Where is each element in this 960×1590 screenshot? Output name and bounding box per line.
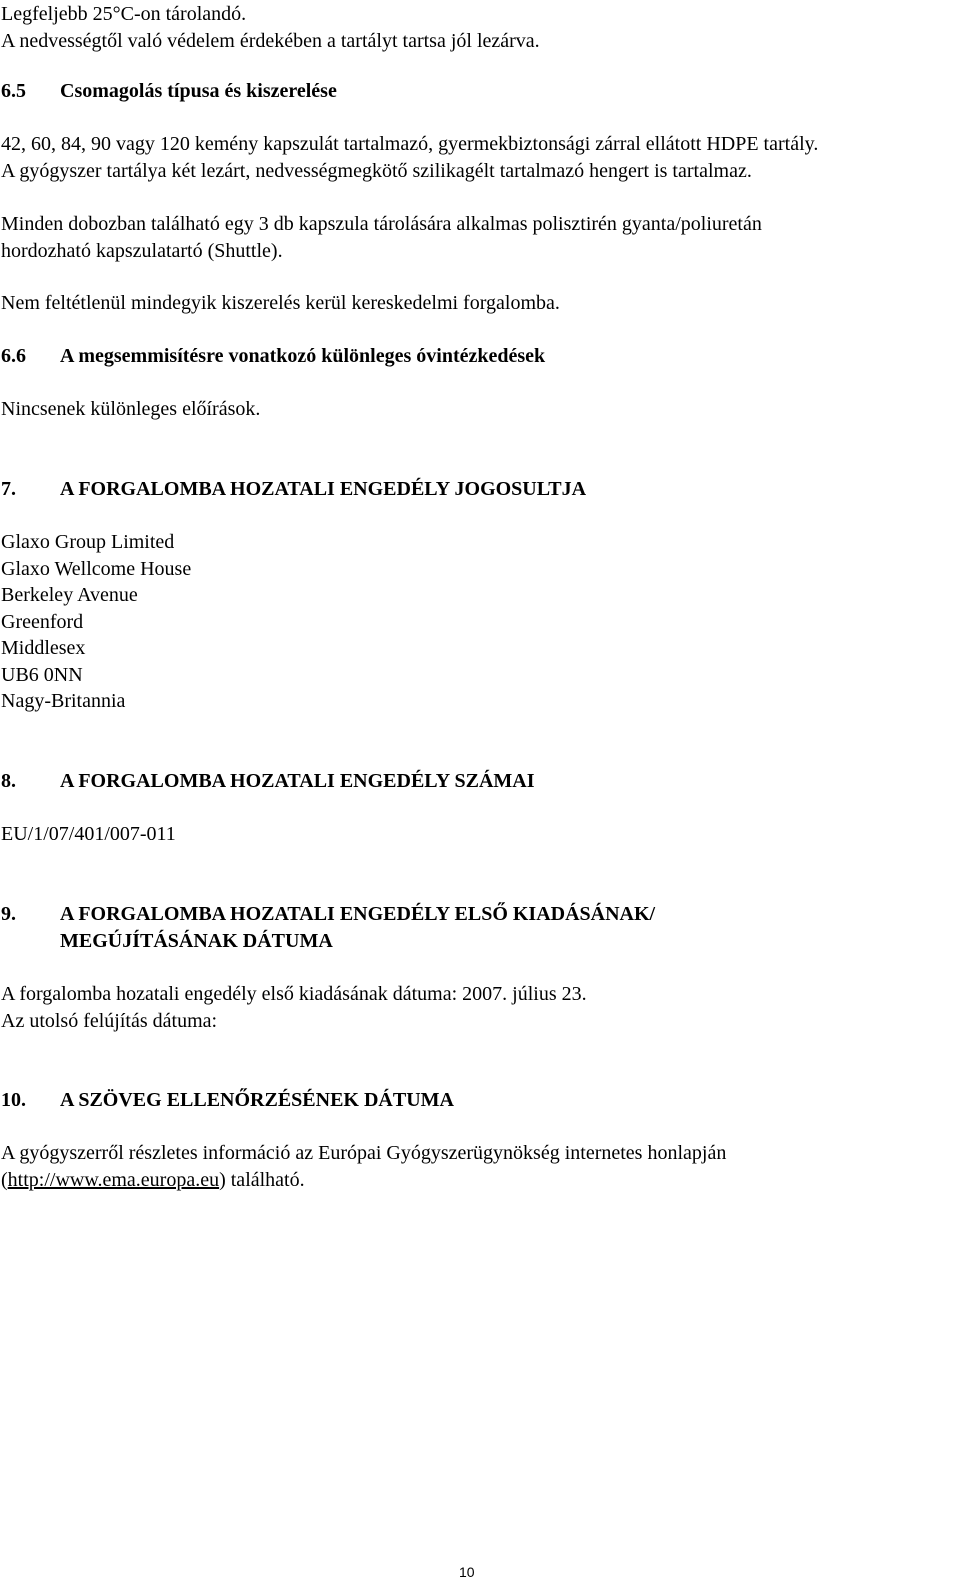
- paragraph-line: A gyógyszer tartálya két lezárt, nedvességmegkötő szilikagélt tartalmazó hengert is tartalmaz.: [1, 159, 752, 182]
- paren-close: ) található.: [219, 1168, 305, 1191]
- storage-line-2: A nedvességtől való védelem érdekében a tartályt tartsa jól lezárva.: [1, 29, 540, 52]
- section-number: 6.5: [1, 80, 26, 102]
- ema-website-link[interactable]: http://www.ema.europa.eu: [7, 1168, 220, 1191]
- section-10-text: [1, 1140, 951, 1193]
- section-6-5-paragraph-3: [1, 290, 951, 317]
- address-line: Greenford: [1, 610, 84, 633]
- section-title-line-2: MEGÚJÍTÁSÁNAK DÁTUMA: [60, 929, 333, 952]
- paragraph-line: 42, 60, 84, 90 vagy 120 kemény kapszulát tartalmazó, gyermekbiztonsági zárral ellátott HDPE tartály.: [1, 133, 819, 155]
- holder-address: [1, 529, 951, 715]
- paragraph-line: A gyógyszerről részletes információ az Európai Gyógyszerügynökség internetes honlapján: [1, 1142, 727, 1164]
- section-number: 10.: [1, 1089, 26, 1111]
- section-title: A FORGALOMBA HOZATALI ENGEDÉLY JOGOSULTJA: [60, 478, 587, 500]
- section-8-text: [1, 821, 951, 848]
- paragraph-line: Nincsenek különleges előírások.: [1, 398, 261, 420]
- address-line: Middlesex: [1, 637, 86, 659]
- renewal-date: Az utolsó felújítás dátuma:: [1, 1009, 218, 1032]
- section-number: 9.: [1, 903, 16, 925]
- section-number: 6.6: [1, 345, 26, 367]
- section-number: 7.: [1, 478, 16, 500]
- paragraph-line: hordozható kapszulatartó (Shuttle).: [1, 239, 283, 262]
- section-title: A SZÖVEG ELLENŐRZÉSÉNEK DÁTUMA: [60, 1089, 454, 1111]
- section-title-line-1: A FORGALOMBA HOZATALI ENGEDÉLY ELSŐ KIADÁSÁNAK/: [60, 903, 656, 925]
- address-line: Glaxo Group Limited: [1, 531, 175, 553]
- section-6-5-paragraph-2: [1, 211, 951, 264]
- section-6-6-text: [1, 396, 951, 423]
- storage-text: [1, 1, 951, 54]
- paragraph-line: Nem feltétlenül mindegyik kiszerelés kerül kereskedelmi forgalomba.: [1, 292, 560, 314]
- section-8-heading: [1, 768, 951, 795]
- address-line: Nagy-Britannia: [1, 690, 126, 712]
- section-6-5-heading: [1, 78, 951, 105]
- section-6-5-paragraph-1: [1, 131, 951, 184]
- storage-line-1: Legfeljebb 25°C-on tárolandó.: [1, 3, 247, 25]
- section-number: 8.: [1, 770, 16, 792]
- first-authorisation-date: A forgalomba hozatali engedély első kiadásának dátuma: 2007. július 23.: [1, 983, 587, 1005]
- paren-open: (: [1, 1168, 8, 1191]
- paragraph-line: Minden dobozban található egy 3 db kapszula tárolására alkalmas polisztirén gyanta/poliuretán: [1, 213, 762, 235]
- section-7-heading: [1, 476, 951, 503]
- address-line: Berkeley Avenue: [1, 584, 138, 606]
- authorisation-number: EU/1/07/401/007-011: [1, 823, 176, 845]
- section-title: Csomagolás típusa és kiszerelése: [60, 80, 337, 102]
- section-title: A megsemmisítésre vonatkozó különleges óvintézkedések: [60, 345, 546, 367]
- section-title: A FORGALOMBA HOZATALI ENGEDÉLY SZÁMAI: [60, 770, 535, 792]
- address-line: UB6 0NN: [1, 663, 83, 686]
- page-number: 10: [459, 1564, 475, 1580]
- address-line: Glaxo Wellcome House: [1, 557, 192, 580]
- section-9-heading: [1, 901, 951, 954]
- paragraph-line: [1, 1167, 951, 1194]
- section-10-heading: [1, 1087, 951, 1114]
- section-9-text: [1, 981, 951, 1034]
- section-6-6-heading: [1, 343, 951, 370]
